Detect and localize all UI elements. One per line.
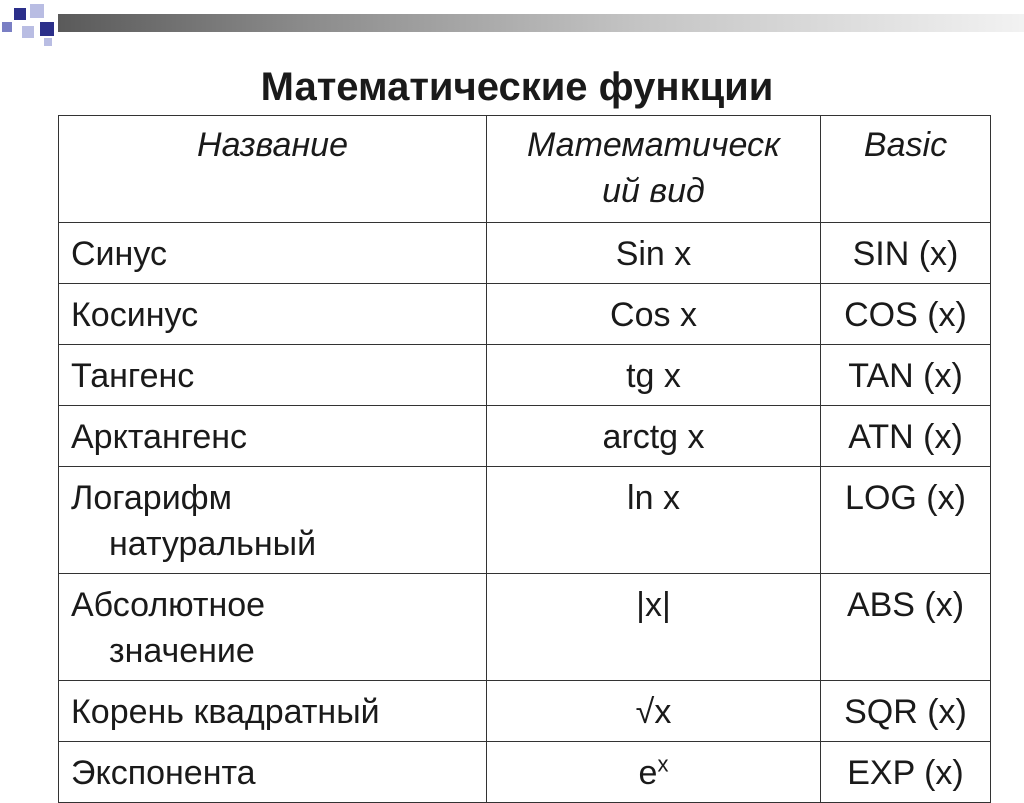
math-notation: √x: [487, 681, 821, 742]
function-name: [59, 574, 487, 681]
math-notation: tg x: [487, 345, 821, 406]
math-base: e: [638, 754, 658, 792]
function-name: Синус: [59, 223, 487, 284]
header-gradient-bar: [58, 14, 1024, 32]
basic-notation: EXP (x): [821, 742, 991, 803]
basic-notation: ABS (x): [821, 574, 991, 681]
slide-header-decoration: [0, 0, 1024, 48]
function-name: Экспонента: [59, 742, 487, 803]
table-row: [59, 284, 991, 345]
column-header-math-line2: ий вид: [602, 172, 705, 210]
math-notation: arctg x: [487, 406, 821, 467]
table-row: [59, 681, 991, 742]
function-name-line2: значение: [109, 632, 255, 670]
table-header-row: [59, 116, 991, 223]
function-name-line2: натуральный: [109, 525, 317, 563]
table-row: [59, 574, 991, 681]
table-row: [59, 345, 991, 406]
decor-square: [22, 26, 34, 38]
math-notation: [487, 742, 821, 803]
basic-notation: TAN (x): [821, 345, 991, 406]
column-header-math-line1: Математическ: [526, 126, 781, 164]
basic-notation: ATN (x): [821, 406, 991, 467]
basic-notation: COS (x): [821, 284, 991, 345]
decor-square: [2, 22, 12, 32]
math-notation: ln x: [487, 467, 821, 574]
basic-notation: LOG (x): [821, 467, 991, 574]
math-notation: |x|: [487, 574, 821, 681]
column-header-math: [487, 116, 821, 223]
decor-square: [44, 38, 52, 46]
decor-square: [40, 22, 54, 36]
column-header-basic: Basic: [821, 116, 991, 223]
function-name: Корень квадратный: [59, 681, 487, 742]
table-row: [59, 406, 991, 467]
table-row: [59, 223, 991, 284]
basic-notation: SQR (x): [821, 681, 991, 742]
math-notation: Sin x: [487, 223, 821, 284]
math-exponent: x: [657, 751, 669, 777]
table-row: [59, 467, 991, 574]
decor-square: [30, 4, 44, 18]
decor-square: [14, 8, 26, 20]
table-row: [59, 742, 991, 803]
function-name-line1: Логарифм: [71, 479, 233, 517]
function-name-line1: Абсолютное: [71, 586, 266, 624]
math-notation: Cos x: [487, 284, 821, 345]
column-header-name: Название: [59, 116, 487, 223]
function-name: Тангенс: [59, 345, 487, 406]
functions-table: [58, 115, 991, 803]
basic-notation: SIN (x): [821, 223, 991, 284]
function-name: Арктангенс: [59, 406, 487, 467]
function-name: Косинус: [59, 284, 487, 345]
page-title: Математические функции: [260, 65, 774, 109]
function-name: [59, 467, 487, 574]
